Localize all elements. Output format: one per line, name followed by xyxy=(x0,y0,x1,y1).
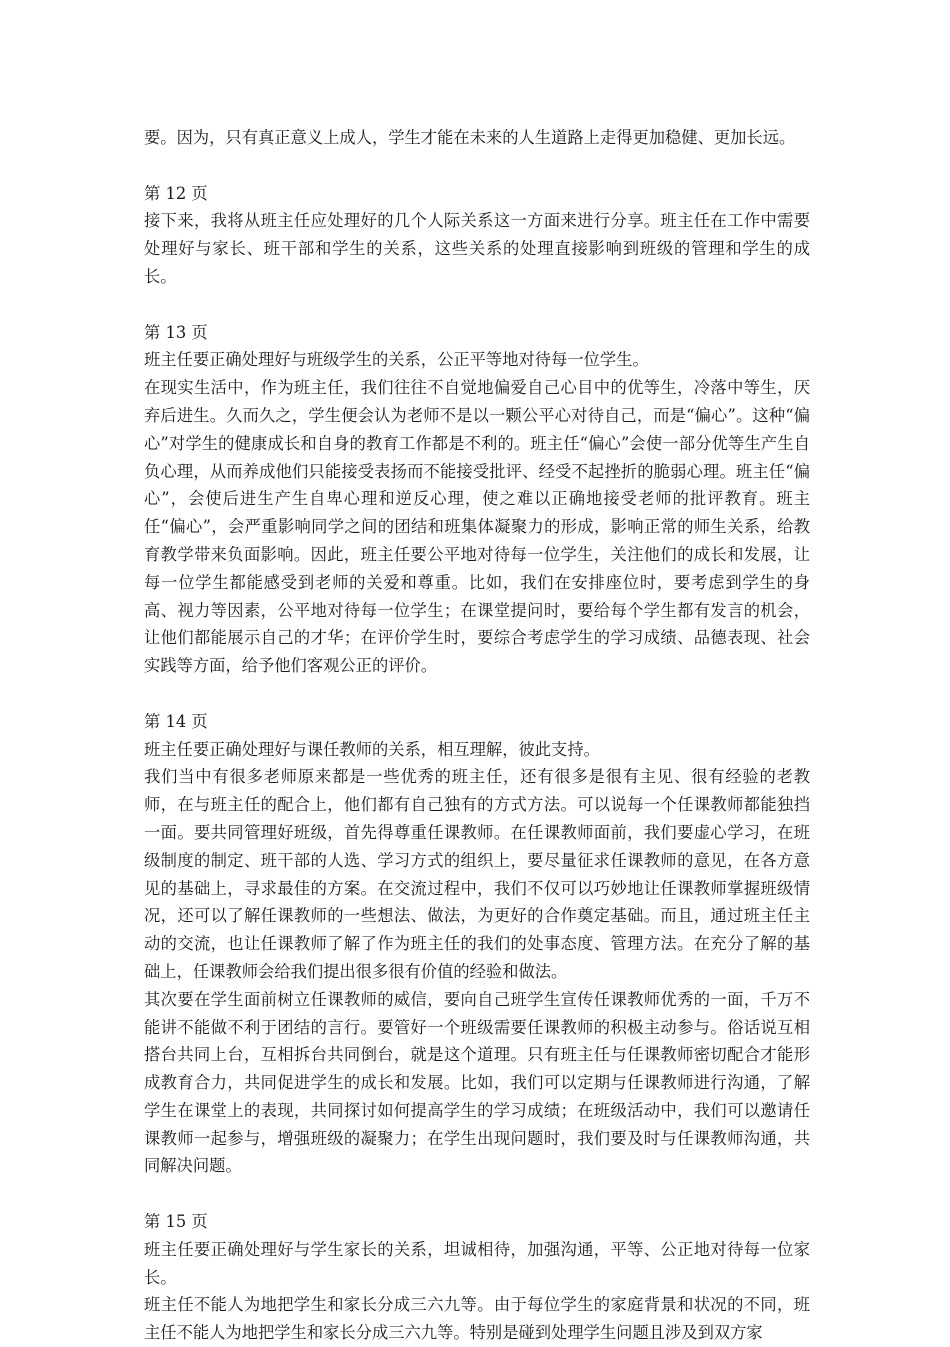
section-page-15 xyxy=(144,1208,810,1347)
section-page-14 xyxy=(144,708,810,1181)
page-label: 第 13 页 xyxy=(144,322,208,342)
page-label: 第 15 页 xyxy=(144,1212,208,1232)
paragraph: 班主任要正确处理好与班级学生的关系，公正平等地对待每一位学生。 xyxy=(144,350,649,370)
paragraph: 班主任要正确处理好与学生家长的关系，坦诚相待，加强沟通，平等、公正地对待每一位家长。 xyxy=(144,1239,810,1287)
section-page-13 xyxy=(144,319,810,680)
paragraph: 我们当中有很多老师原来都是一些优秀的班主任，还有很多是很有主见、很有经验的老教师，在与班主任的配合上，他们都有自己独有的方式方法。可以说每一个任课教师都能独挡一面。要共同管理好班级，首先得尊重任课教师。在任课教师面前，我们要虚心学习，在班级制度的制定、班干部的人选、学习方式的组织上，要尽量征求任课教师的意见，在各方意见的基础上，寻求最佳的方案。在交流过程中，我们不仅可以巧妙地让任课教师掌握班级情况，还可以了解任课教师的一些想法、做法，为更好的合作奠定基础。而且，通过班主任主动的交流，也让任课教师了解了作为班主任的我们的处事态度、管理方法。在充分了解的基础上，任课教师会给我们提出很多很有价值的经验和做法。 xyxy=(144,767,810,981)
paragraph: 班主任要正确处理好与课任教师的关系，相互理解，彼此支持。 xyxy=(144,739,600,759)
paragraph: 班主任不能人为地把学生和家长分成三六九等。由于每位学生的家庭背景和状况的不同，班主任不能人为地把学生和家长分成三六九等。特别是碰到处理学生问题且涉及到双方家 xyxy=(144,1295,810,1343)
page-label: 第 14 页 xyxy=(144,711,208,731)
section-page-12 xyxy=(144,180,810,291)
paragraph: 其次要在学生面前树立任课教师的威信，要向自己班学生宣传任课教师优秀的一面，千万不能讲不能做不利于团结的言行。要管好一个班级需要任课教师的积极主动参与。俗话说互相搭台共同上台，互相拆台共同倒台，就是这个道理。只有班主任与任课教师密切配合才能形成教育合力，共同促进学生的成长和发展。比如，我们可以定期与任课教师进行沟通，了解学生在课堂上的表现，共同探讨如何提高学生的学习成绩；在班级活动中，我们可以邀请任课教师一起参与，增强班级的凝聚力；在学生出现问题时，我们要及时与任课教师沟通，共同解决问题。 xyxy=(144,989,810,1176)
paragraph: 在现实生活中，作为班主任，我们往往不自觉地偏爱自己心目中的优等生，冷落中等生，厌弃后进生。久而久之，学生便会认为老师不是以一颗公平心对待自己，而是“偏心”。这种“偏心”对学生的健康成长和自身的教育工作都是不利的。班主任“偏心”会使一部分优等生产生自负心理，从而养成他们只能接受表扬而不能接受批评、经受不起挫折的脆弱心理。班主任“偏心”，会使后进生产生自卑心理和逆反心理，使之难以正确地接受老师的批评教育。班主任“偏心”，会严重影响同学之间的团结和班集体凝聚力的形成，影响正常的师生关系，给教育教学带来负面影响。因此，班主任要公平地对待每一位学生，关注他们的成长和发展，让每一位学生都能感受到老师的关爱和尊重。比如，我们在安排座位时，要考虑到学生的身高、视力等因素，公平地对待每一位学生；在课堂提问时，要给每个学生都有发言的机会，让他们都能展示自己的才华；在评价学生时，要综合考虑学生的学习成绩、品德表现、社会实践等方面，给予他们客观公正的评价。 xyxy=(144,378,810,676)
document-page xyxy=(144,124,810,1347)
page-label: 第 12 页 xyxy=(144,183,208,203)
paragraph: 接下来，我将从班主任应处理好的几个人际关系这一方面来进行分享。班主任在工作中需要处理好与家长、班干部和学生的关系，这些关系的处理直接影响到班级的管理和学生的成长。 xyxy=(144,211,810,286)
intro-paragraph: 要。因为，只有真正意义上成人，学生才能在未来的人生道路上走得更加稳健、更加长远。 xyxy=(144,128,796,147)
